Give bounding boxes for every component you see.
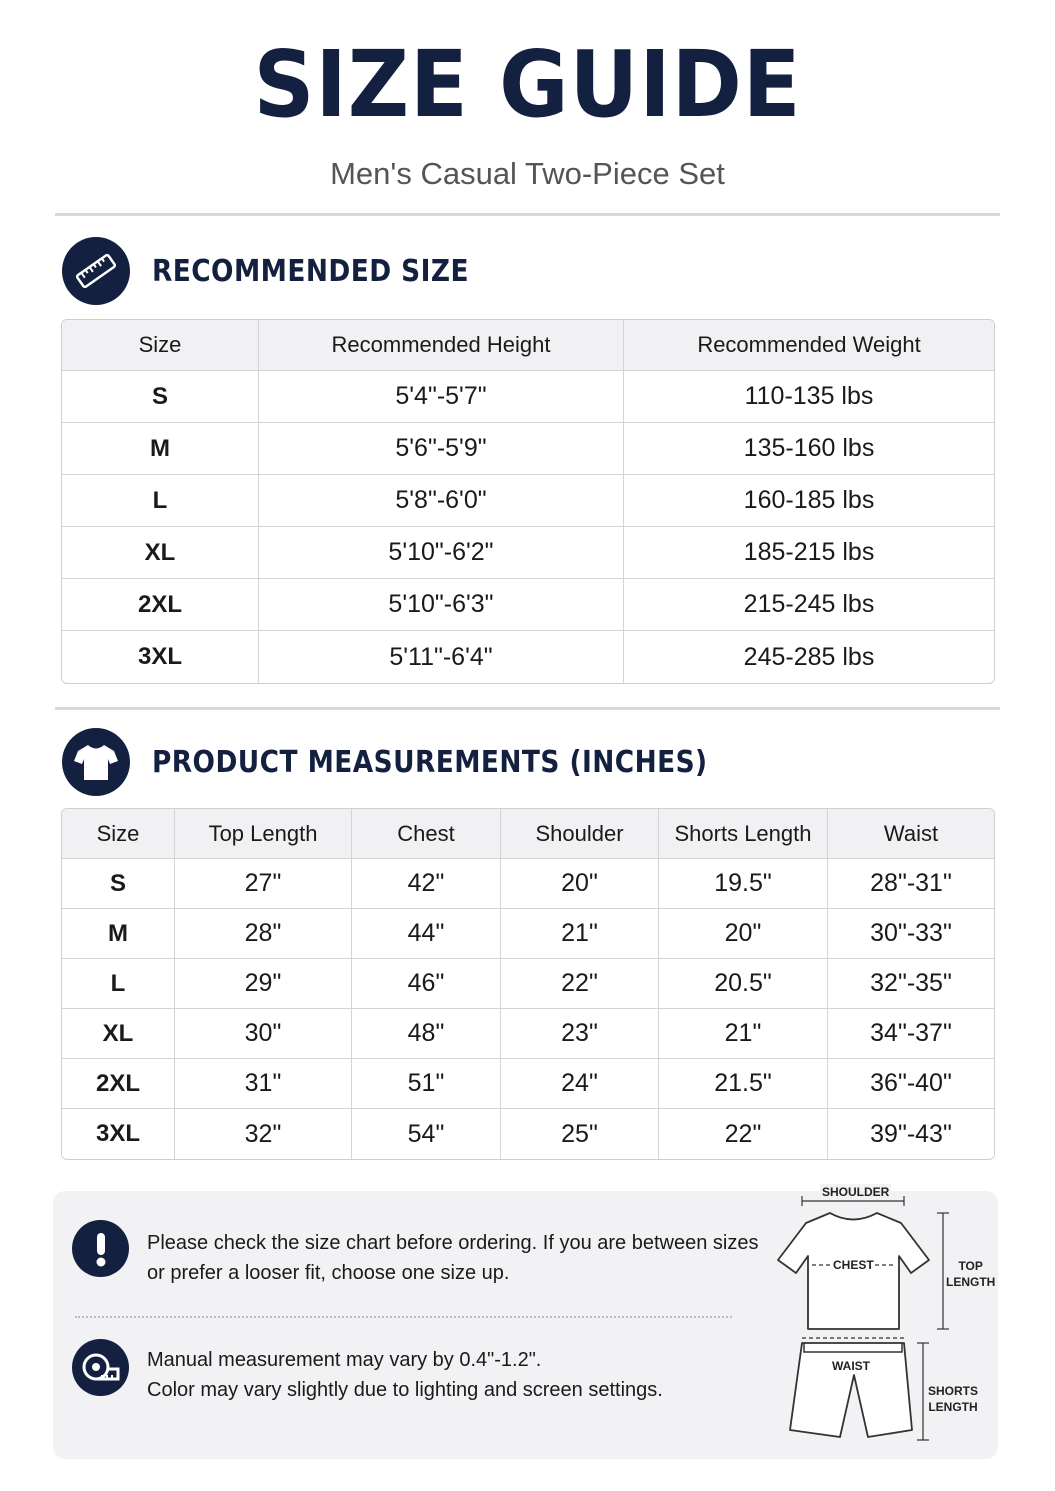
size-cell: M (62, 909, 175, 959)
value-cell: 36"-40" (828, 1059, 994, 1109)
value-cell: 34"-37" (828, 1009, 994, 1059)
column-header: Size (62, 809, 175, 859)
value-cell: 5'10"-6'3" (259, 579, 624, 631)
value-cell: 48" (352, 1009, 501, 1059)
value-cell: 21" (501, 909, 659, 959)
value-cell: 31" (175, 1059, 352, 1109)
size-cell: M (62, 423, 259, 475)
value-cell: 21" (659, 1009, 828, 1059)
value-cell: 21.5" (659, 1059, 828, 1109)
table-row (62, 1109, 994, 1159)
table-header-row (62, 320, 994, 371)
page-subtitle: Men's Casual Two-Piece Set (330, 156, 725, 191)
value-cell: 23" (501, 1009, 659, 1059)
value-cell: 28" (175, 909, 352, 959)
value-cell: 5'10"-6'2" (259, 527, 624, 579)
size-cell: 2XL (62, 579, 259, 631)
waist-label: WAIST (832, 1359, 870, 1373)
table-row (62, 959, 994, 1009)
value-cell: 22" (501, 959, 659, 1009)
value-cell: 44" (352, 909, 501, 959)
value-cell: 20.5" (659, 959, 828, 1009)
table-header-row (62, 809, 994, 859)
column-header: Shoulder (501, 809, 659, 859)
value-cell: 30"-33" (828, 909, 994, 959)
dotted-divider (75, 1316, 732, 1318)
value-cell: 5'4"-5'7" (259, 371, 624, 423)
table-row (62, 1059, 994, 1109)
value-cell: 42" (352, 859, 501, 909)
note-text (147, 1228, 758, 1288)
value-cell: 185-215 lbs (624, 527, 994, 579)
note-line: or prefer a looser fit, choose one size up. (147, 1262, 510, 1284)
shorts-length-line: SHORTS (928, 1384, 979, 1398)
section-title-measurements: PRODUCT MEASUREMENTS (INCHES) (152, 745, 708, 780)
column-header: Size (62, 320, 259, 371)
size-cell: L (62, 959, 175, 1009)
value-cell: 28"-31" (828, 859, 994, 909)
size-cell: 2XL (62, 1059, 175, 1109)
section-title-recommended: RECOMMENDED SIZE (152, 254, 469, 289)
table-row (62, 909, 994, 959)
value-cell: 25" (501, 1109, 659, 1159)
table-row (62, 371, 994, 423)
value-cell: 24" (501, 1059, 659, 1109)
table-row (62, 475, 994, 527)
shorts-length-line: LENGTH (928, 1400, 978, 1414)
value-cell: 5'8"-6'0" (259, 475, 624, 527)
column-header: Top Length (175, 809, 352, 859)
value-cell: 30" (175, 1009, 352, 1059)
value-cell: 160-185 lbs (624, 475, 994, 527)
column-header: Waist (828, 809, 994, 859)
value-cell: 51" (352, 1059, 501, 1109)
divider (55, 707, 1000, 710)
value-cell: 32"-35" (828, 959, 994, 1009)
product-measurements-table (61, 808, 995, 1160)
value-cell: 135-160 lbs (624, 423, 994, 475)
table-row (62, 631, 994, 683)
column-header: Recommended Weight (624, 320, 994, 371)
column-header: Recommended Height (259, 320, 624, 371)
value-cell: 5'6"-5'9" (259, 423, 624, 475)
page-title: SIZE GUIDE (253, 31, 802, 138)
note-line: Please check the size chart before ordering. If you are between sizes (147, 1232, 759, 1254)
size-cell: 3XL (62, 631, 259, 683)
top-length-line: TOP (958, 1259, 983, 1273)
exclamation-icon (72, 1220, 129, 1277)
table-row (62, 423, 994, 475)
value-cell: 32" (175, 1109, 352, 1159)
size-cell: XL (62, 1009, 175, 1059)
note-line: Manual measurement may vary by 0.4"-1.2". (147, 1349, 542, 1371)
size-cell: XL (62, 527, 259, 579)
recommended-size-table (61, 319, 995, 684)
tape-measure-icon (72, 1339, 129, 1396)
value-cell: 46" (352, 959, 501, 1009)
shorts-length-label (928, 1383, 978, 1415)
size-cell: 3XL (62, 1109, 175, 1159)
top-length-label (946, 1258, 995, 1290)
tshirt-icon (62, 728, 130, 796)
column-header: Chest (352, 809, 501, 859)
table-row (62, 579, 994, 631)
value-cell: 39"-43" (870, 1119, 952, 1148)
value-cell: 5'11"-6'4" (259, 631, 624, 683)
value-cell: 29" (175, 959, 352, 1009)
size-cell: S (62, 371, 259, 423)
shoulder-label: SHOULDER (822, 1185, 890, 1199)
divider (55, 213, 1000, 216)
ruler-icon (62, 237, 130, 305)
value-cell: 22" (659, 1109, 828, 1159)
value-cell: 54" (352, 1109, 501, 1159)
table-row (62, 859, 994, 909)
note-text (147, 1345, 663, 1405)
value-cell: 27" (175, 859, 352, 909)
top-length-line: LENGTH (946, 1275, 996, 1289)
chest-label: CHEST (833, 1258, 874, 1272)
value-cell: 20" (659, 909, 828, 959)
value-cell: 245-285 lbs (743, 642, 875, 671)
measurement-diagram (768, 1180, 996, 1450)
table-row (62, 527, 994, 579)
value-cell: 20" (501, 859, 659, 909)
value-cell: 19.5" (659, 859, 828, 909)
column-header: Shorts Length (659, 809, 828, 859)
table-row (62, 1009, 994, 1059)
size-cell: S (62, 859, 175, 909)
size-cell: L (62, 475, 259, 527)
value-cell: 215-245 lbs (624, 579, 994, 631)
note-line: Color may vary slightly due to lighting and screen settings. (147, 1379, 663, 1401)
value-cell: 110-135 lbs (624, 371, 994, 423)
